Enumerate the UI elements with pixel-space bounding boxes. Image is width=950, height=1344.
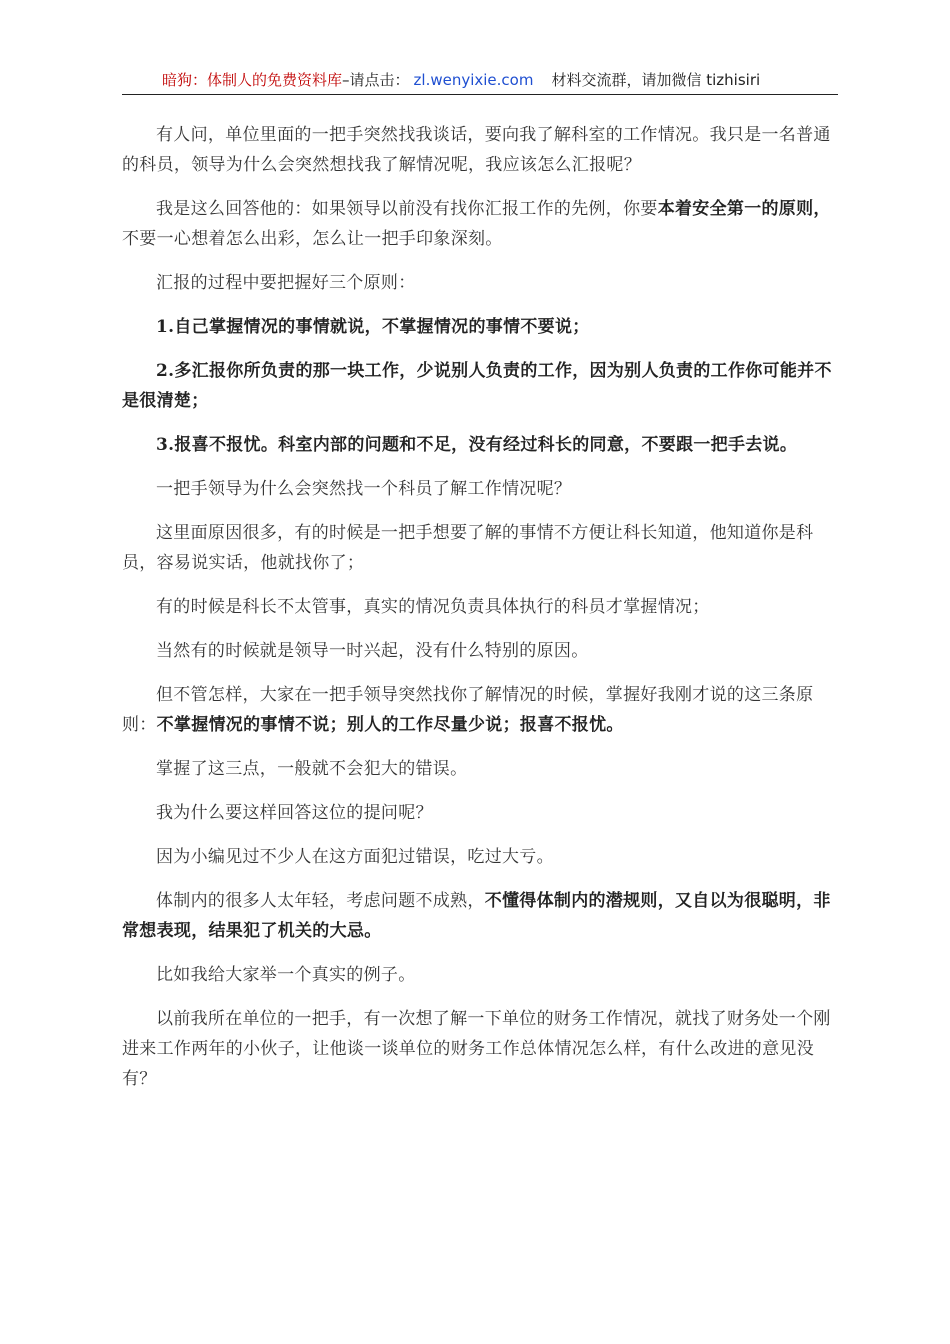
bold-phrase: 不掌握情况的事情不说；别人的工作尽量少说；报喜不报忧。 xyxy=(156,715,624,735)
paragraph: 比如我给大家举一个真实的例子。 xyxy=(156,965,416,985)
bold-phrase: 本着安全第一的原则， xyxy=(657,199,831,219)
paragraph: 体制内的很多人太年轻，考虑问题不成熟，不懂得体制内的潜规则，又自以为很聪明，非常想表现，结果犯了机关的大忌。 xyxy=(122,891,831,941)
principle-1: 1.自己掌握情况的事情就说，不掌握情况的事情不要说； xyxy=(156,317,590,337)
article-body xyxy=(122,120,838,1108)
paragraph: 这里面原因很多，有的时候是一把手想要了解的事情不方便让科长知道，他知道你是科员，容易说实话，他就找你了； xyxy=(122,523,814,573)
bold-phrase: 不懂得体制内的潜规则，又自以为很聪明，非常想表现，结果犯了机关的大忌。 xyxy=(122,891,831,941)
page-header xyxy=(122,66,838,95)
paragraph: 有的时候是科长不太管事，真实的情况负责具体执行的科员才掌握情况； xyxy=(156,597,710,617)
wechat-contact: 材料交流群，请加微信 tizhisiri xyxy=(551,71,761,89)
paragraph: 汇报的过程中要把握好三个原则： xyxy=(156,273,416,293)
click-label: –请点击： xyxy=(342,71,410,89)
paragraph: 我是这么回答他的：如果领导以前没有找你汇报工作的先例，你要本着安全第一的原则，不要一心想着怎么出彩，怎么让一把手印象深刻。 xyxy=(122,199,831,249)
principle-3: 3.报喜不报忧。科室内部的问题和不足，没有经过科长的同意，不要跟一把手去说。 xyxy=(156,435,798,455)
paragraph: 但不管怎样，大家在一把手领导突然找你了解情况的时候，掌握好我刚才说的这三条原则：不掌握情况的事情不说；别人的工作尽量少说；报喜不报忧。 xyxy=(122,685,814,735)
site-url-link[interactable]: zl.wenyixie.com xyxy=(413,71,534,89)
paragraph: 以前我所在单位的一把手，有一次想了解一下单位的财务工作情况，就找了财务处一个刚进来工作两年的小伙子，让他谈一谈单位的财务工作总体情况怎么样，有什么改进的意见没有？ xyxy=(122,1009,831,1089)
paragraph: 因为小编见过不少人在这方面犯过错误，吃过大亏。 xyxy=(156,847,554,867)
paragraph: 我为什么要这样回答这位的提问呢？ xyxy=(156,803,433,823)
paragraph: 掌握了这三点，一般就不会犯大的错误。 xyxy=(156,759,468,779)
paragraph: 有人问，单位里面的一把手突然找我谈话，要向我了解科室的工作情况。我只是一名普通的科员，领导为什么会突然想找我了解情况呢，我应该怎么汇报呢？ xyxy=(122,125,831,175)
principle-2: 2.多汇报你所负责的那一块工作，少说别人负责的工作，因为别人负责的工作你可能并不是很清楚； xyxy=(122,361,832,411)
paragraph: 当然有的时候就是领导一时兴起，没有什么特别的原因。 xyxy=(156,641,589,661)
paragraph: 一把手领导为什么会突然找一个科员了解工作情况呢？ xyxy=(156,479,572,499)
site-name: 暗狗：体制人的免费资料库 xyxy=(162,71,343,89)
